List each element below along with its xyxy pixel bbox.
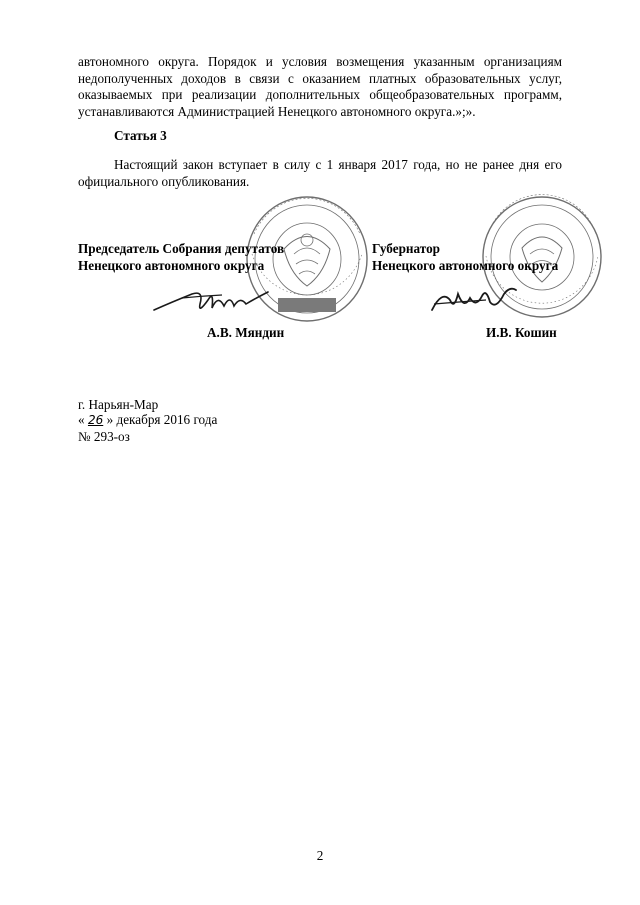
paragraph-continuation: автономного округа. Порядок и условия возмещения указанным организациям недополученных доходов в связи с оказанием платных образовательных услуг, оказываемых при реализации дополнительных общеобразовательных программ, устанавливаются Администрацией Ненецкого автономного округа.»;».	[78, 54, 562, 119]
date-line	[78, 412, 217, 428]
document-footer	[78, 397, 217, 444]
handwritten-signature-left	[152, 280, 272, 320]
page-number: 2	[316, 848, 324, 863]
paragraph-effective-date: Настоящий закон вступает в силу с 1 января 2017 года, но не ранее дня его официального опубликования.	[78, 157, 562, 189]
article-heading: Статья 3	[114, 128, 167, 143]
signatory-title-right	[372, 241, 558, 275]
date-day-handwritten: 26	[87, 413, 104, 428]
city-line: г. Нарьян-Мар	[78, 397, 159, 412]
signatory-name-right: И.В. Кошин	[486, 325, 557, 340]
signatory-title-right-line1: Губернатор	[372, 241, 440, 256]
date-rest: » декабря 2016 года	[106, 412, 218, 428]
law-number: № 293-оз	[78, 428, 130, 444]
signatory-title-left-line1: Председатель Собрания депутатов	[78, 241, 285, 256]
signatory-title-right-line2: Ненецкого автономного округа	[372, 257, 559, 273]
signatory-title-left-line2: Ненецкого автономного округа	[78, 257, 265, 273]
handwritten-signature-right	[428, 280, 518, 320]
signatory-title-left	[78, 241, 284, 275]
signatory-name-left: А.В. Мяндин	[207, 325, 285, 340]
date-open-quote: «	[78, 412, 85, 428]
